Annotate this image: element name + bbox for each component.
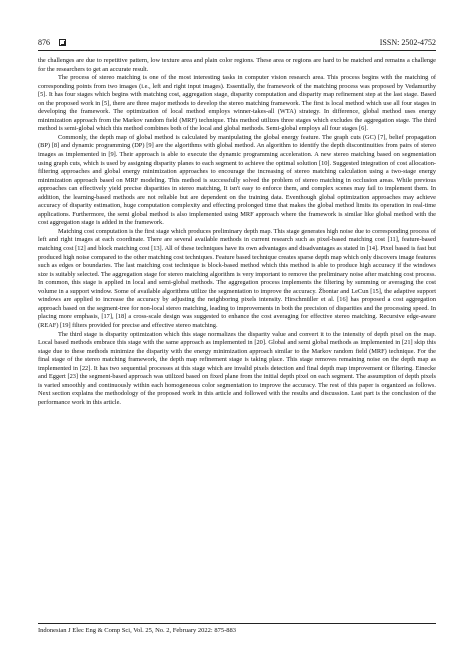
issn-label: ISSN: 2502-4752 xyxy=(379,38,436,47)
journal-citation: Indonesian J Elec Eng & Comp Sci, Vol. 25, No. 2, February 2022: 875-883 xyxy=(38,627,236,634)
body-text xyxy=(38,57,436,407)
page xyxy=(38,38,436,407)
paragraph-stereo-process: The process of stereo matching is one of the most interesting tasks in computer vision research area. This process begins with the matching of corresponding points from two images (i.e., left and right input images). Essentially, the framework of the matching process was proposed by Vedamurthy [5]. It has four stages which begins with matching cost, aggregation stage, disparity computation and disparity map refinement step at the last stage. Based on the proposed work in [5], there are three major methods to develop the stereo matching framework. The first is local method which use all four stages in developing the framework. The optimization of local method employs winner-takes-all (WTA) strategy. In difference, global method uses energy minimization approach from the Markov random field (MRF) technique. This method utilizes three stages which excludes the aggregation stage. The third method is semi-global which this method combines both of the local and global methods. Semi-global employs all four stages [6]. xyxy=(38,74,436,133)
page-footer xyxy=(38,623,436,634)
paragraph-matching-cost: Matching cost computation is the first stage which produces preliminary depth map. This stage generates high noise due to corresponding process of left and right images at each coordinate. There are several available methods in current research such as pixel-based matching cost [11], feature-based matching cost [12] and block matching cost [13]. All of these techniques have its own advantages and disadvantages as stated in [14]. Pixel based is fast but produced high noise compared to the other matching cost techniques. Feature based technique creates sparse depth map which only discovers image features such as edges or boundaries. The last matching cost technique is block-based method which this method is able to produce high accuracy if the windows size is suitably selected. The aggregation stage for stereo matching algorithm is very important to remove the preliminary noise after matching cost process. In common, this stage is applied in local and semi-global methods. The aggregation process implements the filtering by summing or averaging the cost volume in a support window. Some of available algorithms utilize the segmentation to improve the accuracy. Žbontar and LeCun [15], the adaptive support windows are applied to increase the accuracy by adjusting the neighboring pixels intensity. Hirschmüller et al. [16] has proposed a cost aggregation approach based on the segment-tree for non-local stereo matching, leading to improvements in both the precision of disparities and the processing speed. In placing more emphasis, [17], [18] a cross-scale design was suggested to enhance the cost averaging for effective stereo matching. Recursive edge-aware (REAF) [19] filters provided for precise and effective stereo matching. xyxy=(38,227,436,329)
journal-box-icon xyxy=(59,39,66,46)
header-left xyxy=(38,38,66,47)
paragraph-global-method: Commonly, the depth map of global method is calculated by manipulating the global energy feature. The graph cuts (GC) [7], belief propagation (BP) [8] and dynamic programming (DP) [9] are the algorithms with global method. An algorithm to identify the depth discontinuities from pairs of stereo images as implemented in [9]. Their approach is able to execute the dynamic programming acceleration. A new stereo matching based on segmentation using graph cuts, which is used by assigning disparity planes to each segment to achieve the optimal solution [10]. Suggested integration of cost allocation-filtering approaches and global energy minimization approaches to encourage the increasing of stereo matching calculation using a two-stage energy minimization approach based on MRF modeling. This method is successfully solved the problem of stereo matching in occlusion areas. While previous approaches can effectively yield precise disparities in stereo matching, It isn't easy to enforce them, and complex scenes may fail to implement them. In addition, the learning-based methods are not reliable but are dependent on the training data. Eventhough global optimization approaches may achieve accuracy of disparity estimation, huge computation complexity and effecting prolonged time that makes the global method limits its operation in real-time applications. Furthermore, the semi global method is also implemented using MRF approach where the framework is similar like global method with the cost aggregation stage is added in the framework. xyxy=(38,133,436,227)
paragraph-continuation: the challenges are due to repetitive pattern, low texture area and plain color regions. These area or regions are hard to be matched and remains a challenge for the researchers to get an accurate result. xyxy=(38,57,436,73)
page-number: 876 xyxy=(38,38,50,47)
paragraph-disparity-optimization: The third stage is disparity optimization which this stage normalizes the disparity value and convert it to the intensity of depth pixel on the map. Local based methods embrace this stage with the same approach as implemented in [20]. Global and semi global methods as implemented in [21] skip this stage due to these methods minimize the disparity with the energy minimization approach similar to the Markov random field (MRF) technique. For the final stage of the stereo matching framework, the depth map refinement stage is taking place. This stage removes remaining noise on the depth map as implemented in [22]. It has two sequential processes at this stage which are invalid pixels detection and final depth map improvement or filtering. Einecke and Eggert [23] the segment-based approach was utilized based on fixed plane from the initial depth pixel on each segment. The assumption of depth pixels is varied smoothly and continuously within each homogeneous color segmentation to improve the accuracy. The rest of this paper is organized as follows. Next section explains the methodology of the proposed work in this article and followed with the results and discussion. Last part is the conclusion of the performance work in this article. xyxy=(38,330,436,406)
page-header xyxy=(38,38,436,51)
